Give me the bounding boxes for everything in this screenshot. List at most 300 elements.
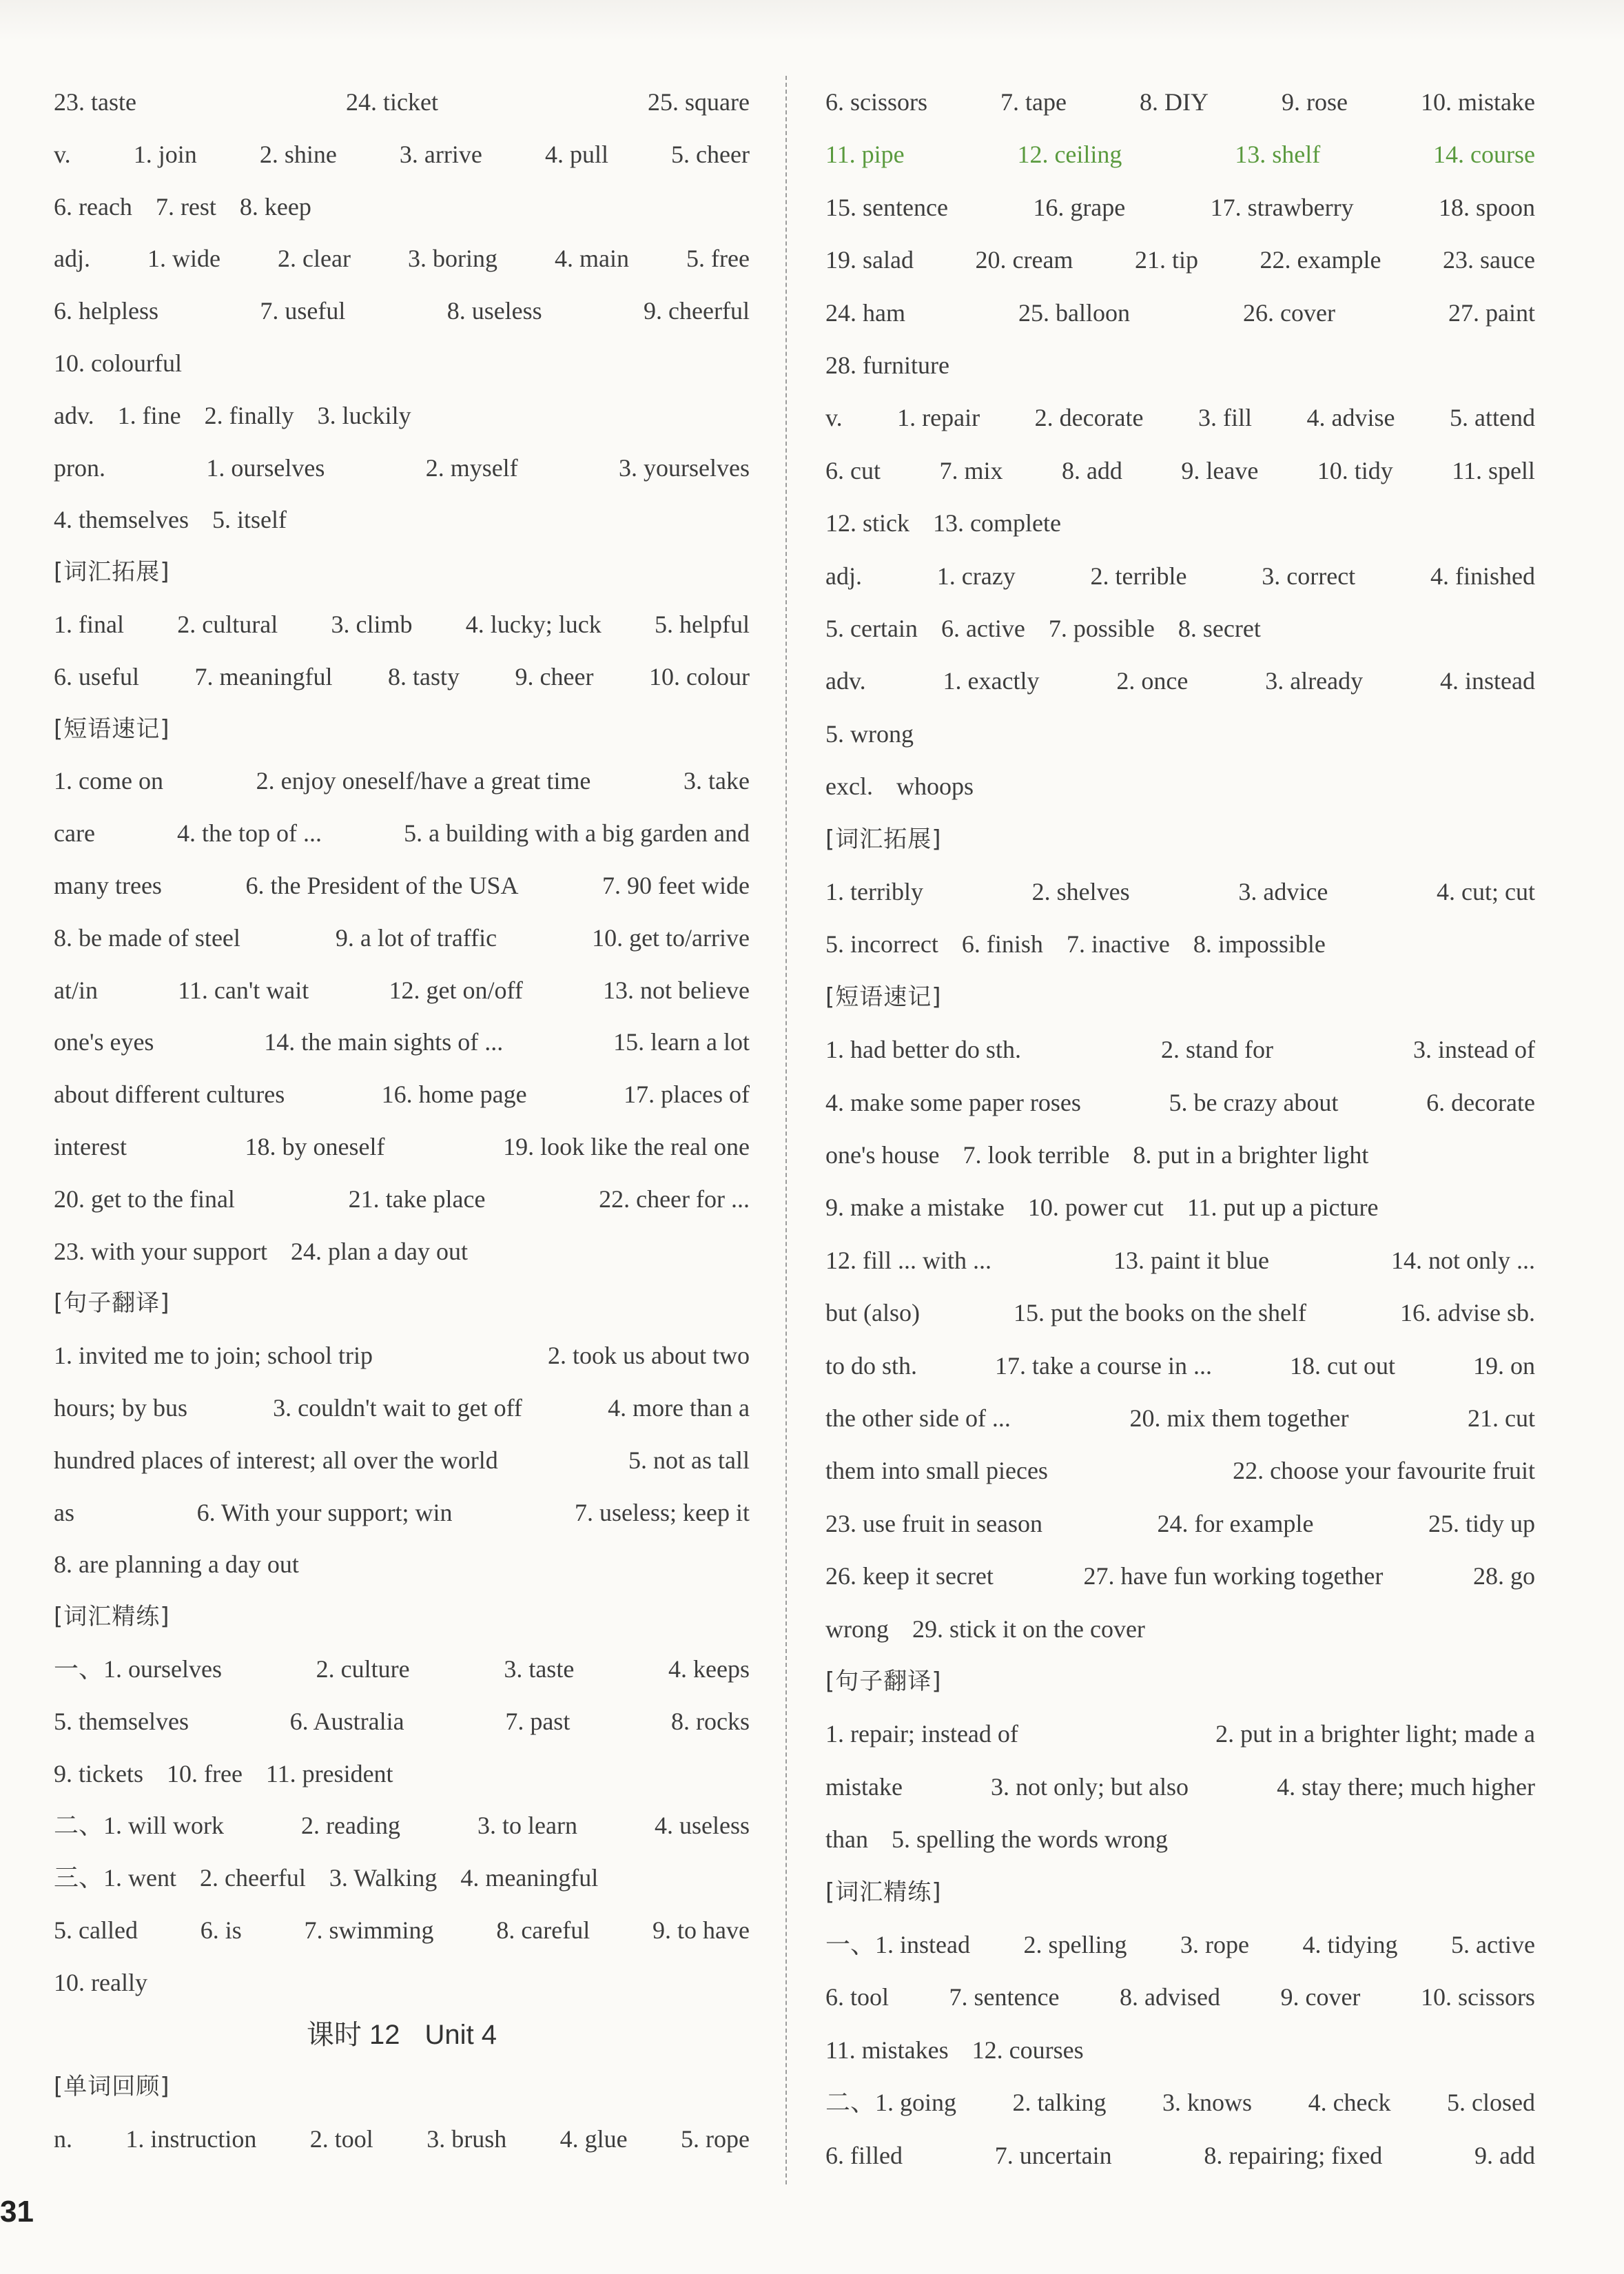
answer-line bbox=[825, 608, 1535, 649]
answer-item: 16. grape bbox=[1033, 193, 1126, 221]
answer-line bbox=[825, 239, 1535, 280]
answer-line bbox=[54, 970, 750, 1011]
answer-line bbox=[54, 604, 750, 645]
answer-item: 10. scissors bbox=[1420, 1983, 1535, 2011]
answer-item: 11. spell bbox=[1452, 456, 1535, 484]
answer-item: 3. taste bbox=[504, 1655, 575, 1683]
answer-line bbox=[54, 656, 750, 697]
answer-item: 8. rocks bbox=[671, 1707, 750, 1735]
answer-line bbox=[54, 812, 750, 854]
answer-line bbox=[825, 187, 1535, 228]
answer-line bbox=[54, 1753, 750, 1794]
answer-line bbox=[825, 1766, 1535, 1807]
answer-item: 1. fine bbox=[117, 401, 181, 429]
answer-line bbox=[54, 1440, 750, 1481]
answer-item: 6. decorate bbox=[1426, 1088, 1535, 1116]
answer-item: 3. brush bbox=[426, 2125, 507, 2153]
answer-item: 8. keep bbox=[239, 192, 311, 221]
answer-item: 25. square bbox=[648, 88, 750, 116]
answer-item: 9. cover bbox=[1280, 1983, 1361, 2011]
answer-item: 23. taste bbox=[54, 88, 136, 116]
answer-item: 4. main bbox=[555, 245, 630, 273]
answer-item: 2. talking bbox=[1012, 2089, 1107, 2117]
answer-item: 11. can't wait bbox=[178, 976, 309, 1004]
answer-item: 18. spoon bbox=[1438, 193, 1535, 221]
answer-item: 1. invited me to join; school trip bbox=[54, 1342, 373, 1370]
answer-item: 2. decorate bbox=[1034, 404, 1144, 432]
answer-item: 8. tasty bbox=[388, 662, 460, 690]
answer-item: 6. the President of the USA bbox=[245, 872, 519, 899]
answer-line bbox=[54, 760, 750, 801]
answer-item: 1. repair bbox=[897, 404, 980, 432]
answer-line bbox=[54, 81, 750, 123]
answer-item: 5. themselves bbox=[54, 1707, 189, 1735]
answer-item: 12. courses bbox=[972, 2036, 1084, 2064]
answer-item: 4. glue bbox=[559, 2125, 628, 2153]
answer-line bbox=[54, 1701, 750, 1742]
answer-line bbox=[825, 1187, 1535, 1228]
scan-top-band bbox=[0, 0, 1624, 41]
lesson-title-line bbox=[54, 2014, 750, 2056]
answer-item: 24. ticket bbox=[346, 88, 438, 116]
answer-line bbox=[54, 1178, 750, 1220]
answer-item: the other side of ... bbox=[825, 1404, 1011, 1432]
answer-line bbox=[54, 447, 750, 489]
answer-item: 10. get to/arrive bbox=[592, 923, 750, 952]
answer-item: 11. president bbox=[265, 1759, 393, 1788]
answer-item: 19. salad bbox=[825, 246, 914, 274]
answer-item: adj. bbox=[54, 245, 90, 273]
answer-item: 4. check bbox=[1308, 2089, 1391, 2117]
answer-line bbox=[825, 871, 1535, 912]
answer-line bbox=[825, 2029, 1535, 2071]
answer-item: 2. shelves bbox=[1031, 878, 1130, 905]
answer-item: 24. ham bbox=[825, 298, 905, 327]
section-heading: [词汇拓展] bbox=[54, 558, 170, 586]
answer-line bbox=[825, 1397, 1535, 1439]
answer-item: 4. useless bbox=[655, 1812, 750, 1840]
answer-item: 27. paint bbox=[1448, 298, 1535, 327]
answer-item: 3. advice bbox=[1238, 878, 1328, 905]
section-heading-line bbox=[825, 819, 1535, 860]
answer-item: one's eyes bbox=[54, 1028, 154, 1056]
answer-item: 20. get to the final bbox=[54, 1185, 235, 1213]
answer-item: 25. tidy up bbox=[1428, 1509, 1535, 1537]
answer-item: n. bbox=[54, 2125, 72, 2153]
section-heading-line bbox=[54, 2066, 750, 2107]
answer-item: 6. reach bbox=[54, 192, 132, 221]
answer-line bbox=[825, 1134, 1535, 1176]
answer-item: 3. already bbox=[1265, 667, 1364, 695]
answer-item: 10. power cut bbox=[1027, 1194, 1164, 1222]
answer-line bbox=[54, 917, 750, 959]
answer-item: 3. luckily bbox=[317, 401, 411, 429]
answer-item: 2. spelling bbox=[1023, 1931, 1127, 1958]
answer-item: 6. With your support; win bbox=[196, 1498, 453, 1526]
answer-item: 15. put the books on the shelf bbox=[1014, 1299, 1306, 1327]
answer-item: 12. stick bbox=[825, 509, 909, 537]
answer-item: 5. free bbox=[686, 245, 750, 273]
answer-item: 21. tip bbox=[1134, 246, 1198, 274]
answer-line bbox=[825, 81, 1535, 123]
answer-item: 8. DIY bbox=[1140, 88, 1209, 116]
answer-line bbox=[54, 395, 750, 436]
answer-item: 3. take bbox=[683, 767, 750, 795]
answer-line bbox=[825, 1450, 1535, 1491]
answer-item: than bbox=[825, 1825, 868, 1854]
answer-line bbox=[825, 1924, 1535, 1965]
section-heading: [单词回顾] bbox=[54, 2073, 170, 2101]
answer-item: 7. uncertain bbox=[994, 2141, 1112, 2169]
answer-item: 3. boring bbox=[408, 245, 497, 273]
answer-item: 7. useful bbox=[260, 297, 346, 325]
section-heading-line bbox=[825, 1872, 1535, 1913]
section-heading: [词汇精练] bbox=[54, 1603, 170, 1631]
answer-line bbox=[825, 1976, 1535, 2018]
answer-item: wrong bbox=[825, 1615, 889, 1643]
answer-item: 2. stand for bbox=[1161, 1036, 1273, 1064]
answer-item: 18. cut out bbox=[1289, 1351, 1395, 1380]
answer-item: 7. tape bbox=[1000, 88, 1067, 116]
answer-item: 1. terribly bbox=[825, 878, 923, 905]
answer-item: v. bbox=[825, 404, 843, 432]
answer-item: pron. bbox=[54, 453, 105, 482]
answer-item: 6. useful bbox=[54, 662, 139, 690]
answer-item: excl. bbox=[825, 772, 873, 801]
answer-item: 12. fill ... with ... bbox=[825, 1246, 991, 1274]
answer-item: 5. closed bbox=[1447, 2089, 1535, 2117]
section-heading: [短语速记] bbox=[825, 983, 942, 1011]
answer-item: 6. scissors bbox=[825, 88, 928, 116]
answer-item: 16. advise sb. bbox=[1400, 1299, 1535, 1327]
answer-item: 9. cheer bbox=[515, 662, 594, 690]
answer-item: 1. repair; instead of bbox=[825, 1720, 1018, 1748]
answer-item: 2. terrible bbox=[1090, 562, 1187, 590]
answer-item: many trees bbox=[54, 872, 162, 899]
answer-item: 15. sentence bbox=[825, 193, 948, 221]
answer-item: 11. put up a picture bbox=[1186, 1194, 1379, 1222]
answer-line bbox=[54, 238, 750, 279]
answer-item: 1. exactly bbox=[943, 667, 1040, 695]
answer-item: 3. not only; but also bbox=[991, 1772, 1189, 1801]
answer-item: 6. filled bbox=[825, 2141, 903, 2169]
answer-item: 8. be made of steel bbox=[54, 923, 240, 952]
answer-item: 5. a building with a big garden and bbox=[404, 819, 750, 848]
answer-item: 23. use fruit in season bbox=[825, 1509, 1042, 1537]
answer-item: 8. advised bbox=[1119, 1983, 1220, 2011]
answer-item: 27. have fun working together bbox=[1083, 1562, 1384, 1590]
answer-item: 2. finally bbox=[204, 401, 294, 429]
answer-item: 4. the top of ... bbox=[177, 819, 322, 848]
answer-item: 10. free bbox=[166, 1759, 243, 1788]
answer-item: 1. come on bbox=[54, 767, 163, 795]
answer-line bbox=[825, 1345, 1535, 1386]
answer-line bbox=[825, 1608, 1535, 1650]
section-heading-line bbox=[825, 976, 1535, 1018]
answer-item: 5. active bbox=[1451, 1931, 1535, 1958]
answer-item: 7. past bbox=[505, 1707, 571, 1735]
answer-item: 1. crazy bbox=[936, 562, 1016, 590]
answer-item: 2. reading bbox=[301, 1812, 400, 1840]
answer-item: 1. join bbox=[133, 140, 197, 168]
answer-line bbox=[825, 660, 1535, 701]
answer-line bbox=[54, 1857, 750, 1898]
answer-item: 4. cut; cut bbox=[1437, 878, 1535, 905]
answer-line bbox=[825, 1713, 1535, 1754]
lesson-title: 课时 12 bbox=[306, 2019, 400, 2050]
answer-line bbox=[825, 345, 1535, 386]
answer-line bbox=[825, 450, 1535, 491]
answer-item: 3. correct bbox=[1262, 562, 1356, 590]
answer-item: 4. advise bbox=[1306, 404, 1395, 432]
answer-item: 4. themselves bbox=[54, 506, 189, 534]
answer-item: 2. once bbox=[1116, 667, 1189, 695]
answer-item: 4. stay there; much higher bbox=[1277, 1772, 1535, 1801]
answer-line bbox=[825, 1292, 1535, 1333]
answer-item: 8. repairing; fixed bbox=[1204, 2141, 1383, 2169]
answer-item: 10. mistake bbox=[1421, 88, 1535, 116]
answer-item: 8. add bbox=[1061, 456, 1122, 484]
answer-item: but (also) bbox=[825, 1299, 920, 1327]
answer-line bbox=[825, 1240, 1535, 1281]
answer-item: 3. knows bbox=[1162, 2089, 1253, 2117]
answer-line bbox=[825, 502, 1535, 544]
answer-item: 22. cheer for ... bbox=[599, 1185, 750, 1213]
answer-line bbox=[54, 1074, 750, 1115]
page-number: 31 bbox=[0, 2195, 34, 2229]
column-divider bbox=[785, 76, 787, 2184]
answer-item: 19. on bbox=[1473, 1351, 1535, 1380]
section-heading-line bbox=[54, 708, 750, 750]
answer-item: 8. secret bbox=[1178, 615, 1261, 642]
answer-item: interest bbox=[54, 1133, 127, 1160]
answer-line bbox=[825, 1555, 1535, 1597]
answer-item: 25. balloon bbox=[1018, 298, 1130, 327]
answer-item: whoops bbox=[896, 772, 974, 801]
answer-item: 2. enjoy oneself/have a great time bbox=[256, 767, 591, 795]
answer-item: 5. attend bbox=[1449, 404, 1535, 432]
answer-item: 2. culture bbox=[316, 1655, 410, 1683]
answer-line bbox=[54, 1492, 750, 1533]
answer-line bbox=[825, 923, 1535, 965]
answer-item: hundred places of interest; all over the world bbox=[54, 1446, 498, 1474]
answer-item: 2. myself bbox=[425, 453, 518, 482]
answer-item: 8. impossible bbox=[1193, 930, 1326, 959]
answer-item: about different cultures bbox=[54, 1080, 285, 1109]
answer-item: 16. home page bbox=[381, 1080, 527, 1109]
answer-item: 6. finish bbox=[961, 930, 1043, 959]
answer-line bbox=[54, 1231, 750, 1272]
answer-item: 2. clear bbox=[278, 245, 351, 273]
answer-item: 28. furniture bbox=[825, 351, 949, 379]
answer-item: 5. incorrect bbox=[825, 930, 938, 959]
answer-line bbox=[54, 2118, 750, 2160]
answer-line bbox=[825, 555, 1535, 597]
answer-item: 13. shelf bbox=[1235, 141, 1321, 169]
answer-item: 15. learn a lot bbox=[613, 1028, 750, 1056]
answer-item: 10. colourful bbox=[54, 349, 182, 377]
answer-item: 7. 90 feet wide bbox=[602, 872, 750, 899]
answer-item: 9. rose bbox=[1282, 88, 1348, 116]
answer-line bbox=[54, 499, 750, 540]
answer-item: 19. look like the real one bbox=[503, 1133, 750, 1160]
answer-item: 9. cheerful bbox=[644, 297, 750, 325]
answer-item: 3. arrive bbox=[399, 140, 482, 168]
answer-item: 9. add bbox=[1474, 2141, 1535, 2169]
answer-item: 14. not only ... bbox=[1390, 1246, 1535, 1274]
answer-line bbox=[54, 1387, 750, 1428]
answer-item: 1. final bbox=[54, 611, 124, 638]
answer-item: 7. useless; keep it bbox=[575, 1498, 750, 1526]
answer-item: 5. wrong bbox=[825, 719, 914, 748]
answer-line bbox=[54, 186, 750, 227]
answer-item: 13. complete bbox=[933, 509, 1061, 537]
answer-item: 1. instruction bbox=[125, 2125, 257, 2153]
answer-item: 5. certain bbox=[825, 615, 918, 642]
answer-line bbox=[54, 1805, 750, 1846]
answer-item: 1. had better do sth. bbox=[825, 1036, 1021, 1064]
answer-item: 9. make a mistake bbox=[825, 1194, 1005, 1222]
section-heading: [短语速记] bbox=[54, 715, 170, 743]
answer-item: 2. cultural bbox=[177, 611, 278, 638]
answer-item: 23. sauce bbox=[1443, 246, 1535, 274]
answer-item: 17. places of bbox=[624, 1080, 750, 1109]
answer-item: 8. useless bbox=[446, 297, 542, 325]
answer-item: 8. put in a brighter light bbox=[1133, 1141, 1369, 1169]
answer-item: 18. by oneself bbox=[245, 1133, 385, 1160]
answer-line bbox=[825, 766, 1535, 807]
answer-item: 6. helpless bbox=[54, 297, 158, 325]
answer-item: 28. go bbox=[1472, 1562, 1535, 1590]
answer-line bbox=[54, 1126, 750, 1167]
answer-item: 20. cream bbox=[975, 246, 1073, 274]
answer-item: 12. get on/off bbox=[389, 976, 523, 1004]
answer-item: 7. swimming bbox=[304, 1916, 434, 1944]
answer-item: 7. sentence bbox=[949, 1983, 1060, 2011]
answer-item: 6. is bbox=[200, 1916, 242, 1944]
answer-item: 11. pipe bbox=[825, 141, 905, 169]
answer-item: 7. mix bbox=[939, 456, 1003, 484]
answer-item: 5. helpful bbox=[655, 611, 750, 638]
answer-item: adv. bbox=[825, 667, 866, 695]
answer-line bbox=[825, 1819, 1535, 1860]
answer-item: 22. example bbox=[1260, 246, 1381, 274]
answer-item: 3. rope bbox=[1180, 1931, 1249, 1958]
answer-line bbox=[54, 1335, 750, 1376]
answer-item: 4. meaningful bbox=[460, 1864, 599, 1892]
answer-line bbox=[54, 1544, 750, 1585]
answer-item: 29. stick it on the cover bbox=[912, 1615, 1145, 1643]
answer-item: 6. cut bbox=[825, 456, 881, 484]
answer-item: 3. instead of bbox=[1413, 1036, 1535, 1064]
answer-item: 二、1. going bbox=[825, 2089, 957, 2117]
answer-line bbox=[825, 2135, 1535, 2176]
answer-item: one's house bbox=[825, 1141, 940, 1169]
answer-line bbox=[54, 1909, 750, 1951]
section-heading: [词汇拓展] bbox=[825, 825, 942, 853]
answer-item: 20. mix them together bbox=[1129, 1404, 1349, 1432]
lesson-title: Unit 4 bbox=[424, 2019, 497, 2050]
answer-item: 3. climb bbox=[331, 611, 413, 638]
answer-item: 4. make some paper roses bbox=[825, 1088, 1081, 1116]
answer-item: 17. take a course in ... bbox=[995, 1351, 1212, 1380]
answer-line bbox=[54, 290, 750, 331]
answer-item: to do sth. bbox=[825, 1351, 918, 1380]
answer-item: 26. cover bbox=[1243, 298, 1335, 327]
answer-item: 23. with your support bbox=[54, 1237, 267, 1265]
answer-item: 一、1. instead bbox=[825, 1931, 970, 1958]
answer-item: 3. couldn't wait to get off bbox=[273, 1394, 522, 1422]
answer-line bbox=[54, 1648, 750, 1690]
answer-item: 3. fill bbox=[1198, 404, 1253, 432]
answer-line bbox=[825, 1503, 1535, 1544]
section-heading-line bbox=[825, 1661, 1535, 1702]
answer-item: 2. cheerful bbox=[199, 1864, 306, 1892]
answer-item: 二、1. will work bbox=[54, 1812, 224, 1840]
answer-line bbox=[54, 134, 750, 175]
answer-line bbox=[825, 713, 1535, 755]
answer-item: 三、1. went bbox=[54, 1864, 176, 1892]
answer-item: 3. yourselves bbox=[619, 453, 750, 482]
answer-item: 1. ourselves bbox=[206, 453, 325, 482]
answer-line bbox=[825, 1029, 1535, 1070]
answer-item: 6. Australia bbox=[289, 1707, 404, 1735]
answer-item: care bbox=[54, 819, 95, 848]
answer-item: 13. not believe bbox=[603, 976, 750, 1004]
answer-item: 21. take place bbox=[348, 1185, 486, 1213]
answer-item: 5. spelling the words wrong bbox=[891, 1825, 1168, 1854]
answer-line bbox=[825, 2082, 1535, 2123]
answer-item: mistake bbox=[825, 1772, 903, 1801]
answer-item: 26. keep it secret bbox=[825, 1562, 994, 1590]
section-heading: [句子翻译] bbox=[54, 1289, 170, 1318]
answer-item: 1. wide bbox=[147, 245, 220, 273]
answer-line bbox=[825, 134, 1535, 175]
answer-item: 6. active bbox=[941, 615, 1025, 642]
answer-line bbox=[54, 1962, 750, 2003]
answer-item: 2. took us about two bbox=[548, 1342, 750, 1370]
answer-item: 3. to learn bbox=[477, 1812, 577, 1840]
answer-item: 10. really bbox=[54, 1968, 147, 1996]
answer-item: hours; by bus bbox=[54, 1394, 188, 1422]
answer-item: 14. course bbox=[1433, 141, 1535, 169]
answer-item: 9. a lot of traffic bbox=[335, 923, 497, 952]
answer-item: 5. be crazy about bbox=[1169, 1088, 1339, 1116]
answer-item: 7. possible bbox=[1048, 615, 1155, 642]
answer-line bbox=[825, 397, 1535, 438]
answer-item: 11. mistakes bbox=[825, 2036, 949, 2064]
answer-item: 4. more than a bbox=[608, 1394, 750, 1422]
answer-item: 14. the main sights of ... bbox=[264, 1028, 504, 1056]
answer-item: 21. cut bbox=[1468, 1404, 1535, 1432]
answer-item: 6. tool bbox=[825, 1983, 890, 2011]
answer-item: 2. put in a brighter light; made a bbox=[1215, 1720, 1535, 1748]
section-heading-line bbox=[54, 1596, 750, 1637]
answer-item: 5. not as tall bbox=[628, 1446, 750, 1474]
section-heading-line bbox=[54, 1282, 750, 1324]
answer-item: 22. choose your favourite fruit bbox=[1233, 1457, 1535, 1485]
section-heading: [句子翻译] bbox=[825, 1668, 942, 1695]
answer-item: 9. to have bbox=[652, 1916, 750, 1944]
answer-item: 5. rope bbox=[681, 2125, 750, 2153]
answer-line bbox=[54, 342, 750, 384]
answer-item: them into small pieces bbox=[825, 1457, 1048, 1485]
answer-item: 3. Walking bbox=[329, 1864, 438, 1892]
answer-line bbox=[825, 292, 1535, 334]
answer-item: 2. shine bbox=[259, 140, 337, 168]
answer-item: 5. itself bbox=[212, 506, 287, 534]
answer-item: 17. strawberry bbox=[1210, 193, 1354, 221]
